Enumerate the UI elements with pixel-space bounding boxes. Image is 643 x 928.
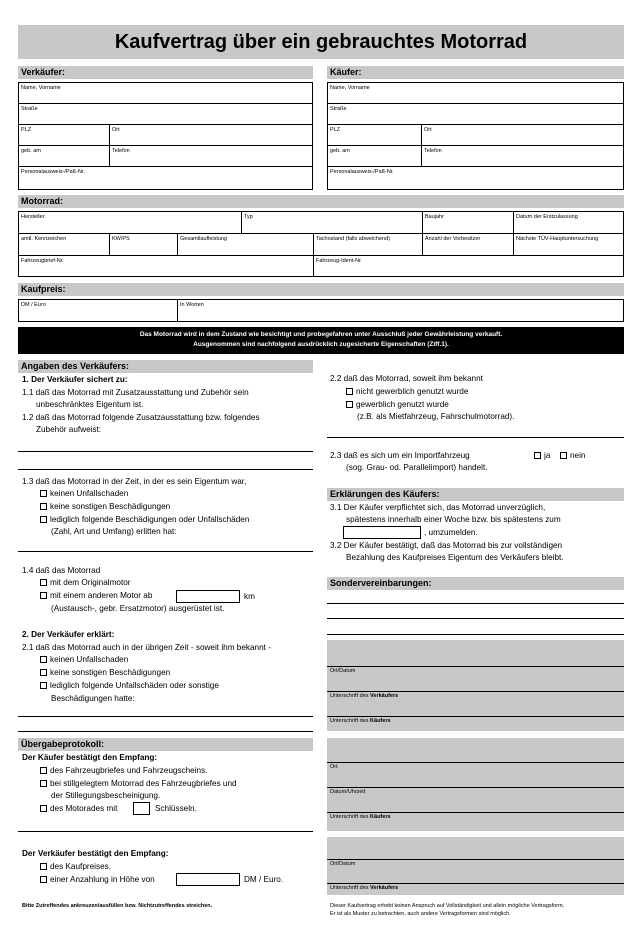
checkbox[interactable] — [40, 579, 47, 586]
s1-text: 1. Der Verkäufer sichert zu: — [22, 375, 128, 384]
s21-opt1[interactable] — [40, 655, 128, 665]
buyer-city-label: Ort — [424, 127, 432, 133]
s13-opt1-label: keinen Unfallschaden — [50, 489, 129, 498]
seller-id-label: Personalausweis-/Paß-Nr. — [21, 169, 85, 175]
s11a-text: 1.1 daß das Motorrad mit Zusatzausstattung und Zubehör sein — [22, 388, 249, 397]
s23-text: 2.3 daß es sich um ein Importfahrzeug — [330, 451, 470, 460]
s22-opt2-label: gewerblich genutzt wurde — [356, 400, 449, 409]
s23-nein[interactable] — [560, 451, 585, 461]
handover-seller-conf: Der Verkäufer bestätigt den Empfang: — [22, 849, 169, 858]
handover-opt5-label: einer Anzahlung in Höhe von — [50, 875, 155, 884]
s14-km: km — [244, 592, 255, 601]
s11b-text: unbeschränktes Eigentum ist. — [36, 400, 144, 409]
signature-block-2 — [327, 738, 624, 895]
bike-box — [18, 211, 624, 277]
handover-opt2-label: bei stillgelegtem Motorrad des Fahrzeugbriefes und — [50, 779, 237, 788]
s2-text: 2. Der Verkäufer erklärt: — [22, 630, 115, 639]
sig1-place-date: Ort/Datum — [330, 668, 356, 674]
checkbox[interactable] — [40, 876, 47, 883]
s13-opt3b: (Zahl, Art und Umfang) erlitten hat: — [51, 527, 177, 536]
sig2-place: Ort — [330, 764, 338, 770]
s22-text: 2.2 daß das Motorrad, soweit ihm bekannt — [330, 374, 483, 383]
s31c-text: , umzumelden. — [424, 528, 478, 537]
buyer-decl-heading: Erklärungen des Käufers: — [327, 488, 624, 501]
price-words-label: In Worten — [180, 302, 204, 308]
checkbox[interactable] — [40, 592, 47, 599]
s12-line-1 — [18, 451, 313, 452]
s31b-text: spätestens innerhalb einer Woche bzw. bis spätestens zum — [346, 515, 561, 524]
s23-nein-label: nein — [570, 451, 586, 460]
checkbox[interactable] — [40, 780, 47, 787]
bike-mileage-label: Gesamtlaufleistung — [180, 236, 228, 242]
handover-opt3b: Schlüsseln. — [155, 804, 197, 813]
s21-opt2[interactable] — [40, 668, 170, 678]
special-line-3 — [327, 634, 624, 635]
seller-street-label: Straße — [21, 106, 38, 112]
handover-opt4-label: des Kaufpreises. — [50, 862, 111, 871]
s14-opt2b: (Austausch-, gebr. Ersatzmotor) ausgerüstet ist. — [51, 604, 225, 613]
handover-opt4[interactable] — [40, 862, 111, 872]
handover-opt2b: der Stillegungsbescheinigung. — [51, 791, 161, 800]
bike-vin-label: Fahrzeug-Ident-Nr. — [316, 258, 363, 264]
s21-opt3[interactable] — [40, 681, 219, 691]
s14-opt2[interactable] — [40, 591, 152, 601]
checkbox[interactable] — [534, 452, 541, 459]
keys-count-input[interactable] — [133, 802, 150, 815]
sig1-seller-sig: Unterschrift des Verkäufers — [330, 693, 399, 699]
s21-opt1-label: keinen Unfallschaden — [50, 655, 129, 664]
buyer-phone-label: Telefon — [424, 148, 442, 154]
s22-opt2b: (z.B. als Mietfahrzeug, Fahrschulmotorrad). — [357, 412, 515, 421]
checkbox[interactable] — [560, 452, 567, 459]
s22-line — [327, 437, 624, 438]
s21-opt2-label: keine sonstigen Beschädigungen — [50, 668, 171, 677]
bike-year-label: Baujahr — [425, 214, 444, 220]
s31a-text: 3.1 Der Käufer verpflichtet sich, das Motorrad unverzüglich, — [330, 503, 546, 512]
s13-text: 1.3 daß das Motorrad in der Zeit, in der es sein Eigentum war, — [22, 477, 247, 486]
checkbox[interactable] — [40, 669, 47, 676]
bike-brief-label: Fahrzeugbrief-Nr. — [21, 258, 64, 264]
warranty-line-2: Ausgenommen sind nachfolgend ausdrücklich zugesicherte Eigenschaften (Ziff.1). — [193, 341, 449, 348]
bike-plate-label: amtl. Kennzeichen — [21, 236, 67, 242]
title-bar — [18, 25, 624, 59]
buyer-zip-label: PLZ — [330, 127, 341, 133]
s14-opt2-label: mit einem anderen Motor ab — [50, 591, 153, 600]
handover-opt2[interactable] — [40, 779, 237, 789]
buyer-name-label: Name, Vorname — [330, 85, 370, 91]
s23-ja-label: ja — [544, 451, 551, 460]
sig1-buyer-sig: Unterschrift des Käufers — [330, 718, 391, 724]
bike-nexttuv-label: Nächste TÜV-Hauptuntersuchung — [516, 236, 599, 242]
buyer-heading: Käufer: — [327, 66, 624, 79]
s12-line-2 — [18, 469, 313, 470]
handover-buyer-conf: Der Käufer bestätigt den Empfang: — [22, 753, 158, 762]
s13-line — [18, 551, 313, 552]
footer-right-1: Dieser Kaufvertrag erhebt keinen Anspruch auf Vollständigkeit und allein mögliche Vertragsform. — [330, 903, 565, 909]
sig2-place-date: Ort/Datum — [330, 861, 356, 867]
engine-km-input[interactable] — [176, 590, 240, 603]
s21-line-1 — [18, 716, 313, 717]
deposit-amount-input[interactable] — [176, 873, 240, 886]
seller-info-heading: Angaben des Verkäufers: — [18, 360, 313, 373]
handover-opt1-label: des Fahrzeugbriefes und Fahrzeugscheins. — [50, 766, 208, 775]
handover-opt3[interactable] — [40, 804, 117, 814]
sig2-seller-sig: Unterschrift des Verkäufers — [330, 885, 399, 891]
handover-opt5b: DM / Euro. — [244, 875, 284, 884]
price-heading: Kaufpreis: — [18, 283, 624, 296]
checkbox[interactable] — [40, 682, 47, 689]
handover-divider — [18, 831, 313, 832]
s23-ja[interactable] — [534, 451, 550, 461]
buyer-street-label: Straße — [330, 106, 347, 112]
sig2-datetime: Datum/Uhrzeit — [330, 789, 366, 795]
footer-right-2: Er ist als Muster zu betrachten, auch andere Vertragsformen sind möglich. — [330, 911, 511, 917]
warranty-line-1: Das Motorrad wird in dem Zustand wie besichtigt und probegefahren unter Ausschluß jeder Gewährleistung verkauft. — [139, 331, 503, 338]
s22-opt1[interactable] — [346, 387, 468, 397]
special-heading: Sondervereinbarungen: — [327, 577, 624, 590]
s13-opt1[interactable] — [40, 489, 128, 499]
bike-kwps-label: KW/PS — [112, 236, 130, 242]
checkbox[interactable] — [346, 388, 353, 395]
checkbox[interactable] — [40, 863, 47, 870]
seller-city-label: Ort — [112, 127, 120, 133]
handover-opt5[interactable] — [40, 875, 155, 885]
special-line-2 — [327, 618, 624, 619]
warranty-bar — [18, 327, 624, 354]
buyer-born-label: geb. am — [330, 148, 350, 154]
checkbox[interactable] — [40, 490, 47, 497]
handover-heading: Übergabeprotokoll: — [18, 738, 313, 751]
s22-opt1-label: nicht gewerblich genutzt wurde — [356, 387, 469, 396]
s13-opt3-label: lediglich folgende Beschädigungen oder Unfallschäden — [50, 515, 250, 524]
s12a-text: 1.2 daß das Motorrad folgende Zusatzausstattung bzw. folgendes — [22, 413, 260, 422]
s21-opt3-label: lediglich folgende Unfallschäden oder sonstige — [50, 681, 219, 690]
checkbox[interactable] — [40, 767, 47, 774]
price-box — [18, 299, 624, 322]
seller-name-label: Name, Vorname — [21, 85, 61, 91]
page-title: Kaufvertrag über ein gebrauchtes Motorrad — [114, 30, 528, 53]
checkbox[interactable] — [40, 503, 47, 510]
buyer-box — [327, 82, 624, 190]
price-amount-label: DM / Euro — [21, 302, 46, 308]
s21-line-2 — [18, 731, 313, 732]
handover-opt3-label: des Motorades mit — [50, 804, 118, 813]
checkbox[interactable] — [40, 516, 47, 523]
bike-prevowners-label: Anzahl der Vorbesitzer — [425, 236, 481, 242]
bike-heading: Motorrad: — [18, 195, 624, 208]
s12b-text: Zubehör aufweist: — [36, 425, 102, 434]
s32b-text: Bezahlung des Kaufpreises Eigentum des Verkäufers bleibt. — [346, 553, 564, 562]
s21-opt3b: Beschädigungen hatte: — [51, 694, 135, 703]
s14-text: 1.4 daß das Motorrad — [22, 566, 101, 575]
bike-maker-label: Hersteller — [21, 214, 45, 220]
signature-block-1 — [327, 640, 624, 731]
footer-left: Bitte Zutreffendes ankreuzen/ausfüllen bzw. Nichtzutreffendes streichen. — [22, 903, 213, 909]
seller-phone-label: Telefon — [112, 148, 130, 154]
s14-opt1-label: mit dem Originalmotor — [50, 578, 131, 587]
handover-opt1[interactable] — [40, 766, 207, 776]
s22-opt2[interactable] — [346, 400, 449, 410]
seller-zip-label: PLZ — [21, 127, 32, 133]
s13-opt3[interactable] — [40, 515, 249, 525]
reregister-date-input[interactable] — [343, 526, 421, 539]
bike-tacho-label: Tachostand (falls abweichend) — [316, 236, 390, 242]
seller-born-label: geb. am — [21, 148, 41, 154]
s21-text: 2.1 daß das Motorrad auch in der übrigen Zeit - soweit ihm bekannt - — [22, 643, 271, 652]
checkbox[interactable] — [346, 401, 353, 408]
s32a-text: 3.2 Der Käufer bestätigt, daß das Motorrad bis zur vollständigen — [330, 541, 563, 550]
checkbox[interactable] — [40, 656, 47, 663]
s13-opt2-label: keine sonstigen Beschädigungen — [50, 502, 171, 511]
seller-heading: Verkäufer: — [18, 66, 313, 79]
special-line-1 — [327, 603, 624, 604]
sig2-buyer-sig: Unterschrift des Käufers — [330, 814, 391, 820]
checkbox[interactable] — [40, 805, 47, 812]
bike-firstreg-label: Datum der Erstzulassung — [516, 214, 578, 220]
bike-type-label: Typ — [244, 214, 253, 220]
s14-opt1[interactable] — [40, 578, 131, 588]
seller-box — [18, 82, 313, 190]
s13-opt2[interactable] — [40, 502, 170, 512]
s23b-text: (sog. Grau- od. Parallelimport) handelt. — [346, 463, 488, 472]
buyer-id-label: Personalausweis-/Paß-Nr. — [330, 169, 394, 175]
